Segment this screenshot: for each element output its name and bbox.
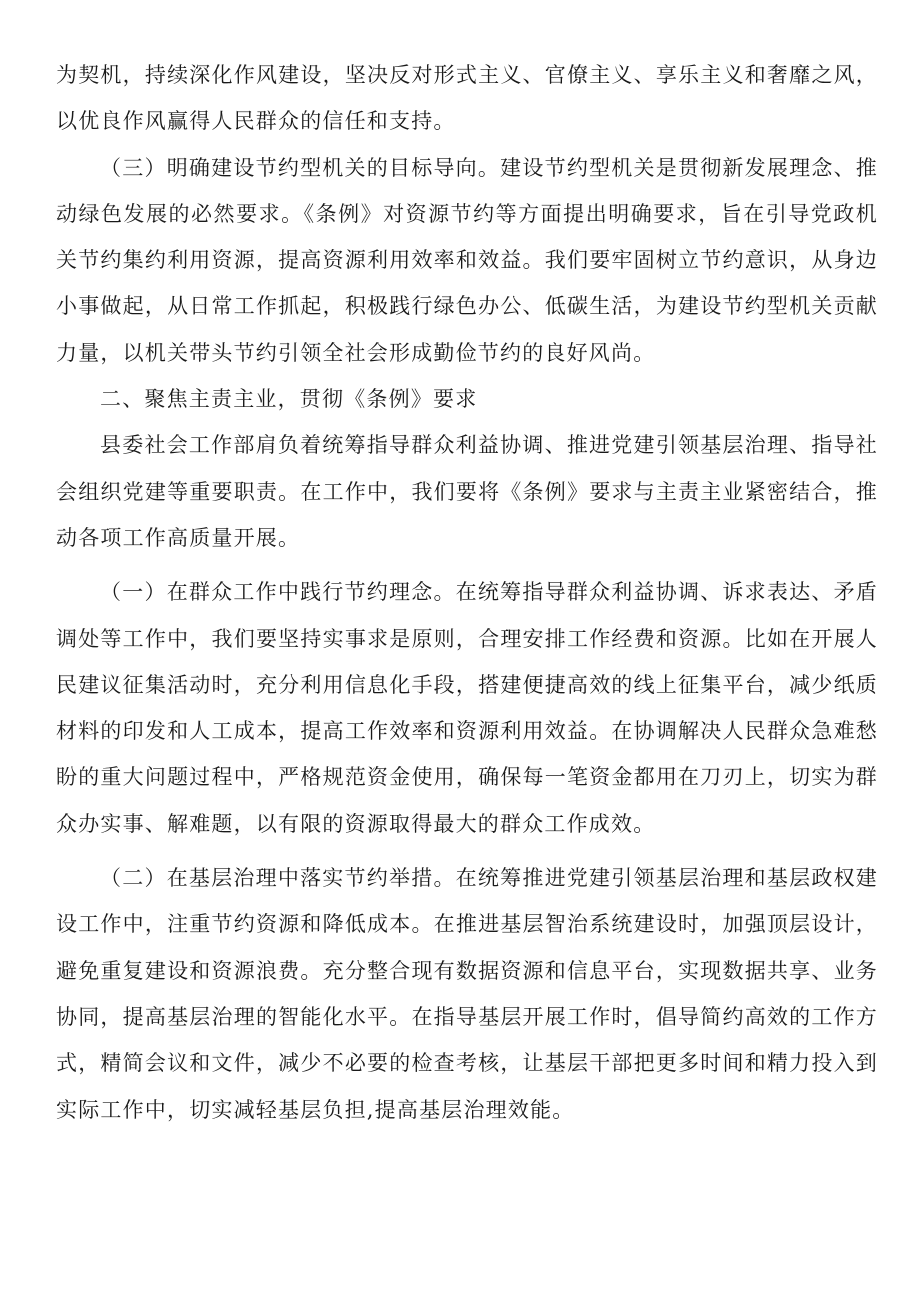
paragraph-continuation: 为契机，持续深化作风建设，坚决反对形式主义、官僚主义、享乐主义和奢靡之风，以优良作风赢得人民群众的信任和支持。 xyxy=(56,63,878,134)
heading-section-two: 二、聚焦主责主业，贯彻《条例》要求 xyxy=(100,387,478,412)
document-page xyxy=(56,52,878,1133)
paragraph-subsection-one: （一）在群众工作中践行节约理念。在统筹指导群众利益协调、诉求表达、矛盾调处等工作中，我们要坚持实事求是原则，合理安排工作经费和资源。比如在开展人民建议征集活动时，充分利用信息化手段，搭建便捷高效的线上征集平台，减少纸质材料的印发和人工成本，提高工作效率和资源利用效益。在协调解决人民群众急难愁盼的重大问题过程中，严格规范资金使用，确保每一笔资金都用在刀刃上，切实为群众办实事、解难题，以有限的资源取得最大的群众工作成效。 xyxy=(56,580,878,836)
paragraph-department-duties: 县委社会工作部肩负着统筹指导群众利益协调、推进党建引领基层治理、指导社会组织党建等重要职责。在工作中，我们要将《条例》要求与主责主业紧密结合，推动各项工作高质量开展。 xyxy=(56,433,878,550)
paragraph-section-three: （三）明确建设节约型机关的目标导向。建设节约型机关是贯彻新发展理念、推动绿色发展的必然要求。《条例》对资源节约等方面提出明确要求，旨在引导党政机关节约集约利用资源，提高资源利用效率和效益。我们要牢固树立节约意识，从身边小事做起，从日常工作抓起，积极践行绿色办公、低碳生活，为建设节约型机关贡献力量，以机关带头节约引领全社会形成勤俭节约的良好风尚。 xyxy=(56,155,878,365)
paragraph-subsection-two: （二）在基层治理中落实节约举措。在统筹推进党建引领基层治理和基层政权建设工作中，注重节约资源和降低成本。在推进基层智治系统建设时，加强顶层设计，避免重复建设和资源浪费。充分整合现有数据资源和信息平台，实现数据共享、业务协同，提高基层治理的智能化水平。在指导基层开展工作时，倡导简约高效的工作方式，精简会议和文件，减少不必要的检查考核，让基层干部把更多时间和精力投入到实际工作中，切实减轻基层负担,提高基层治理效能。 xyxy=(56,866,878,1122)
